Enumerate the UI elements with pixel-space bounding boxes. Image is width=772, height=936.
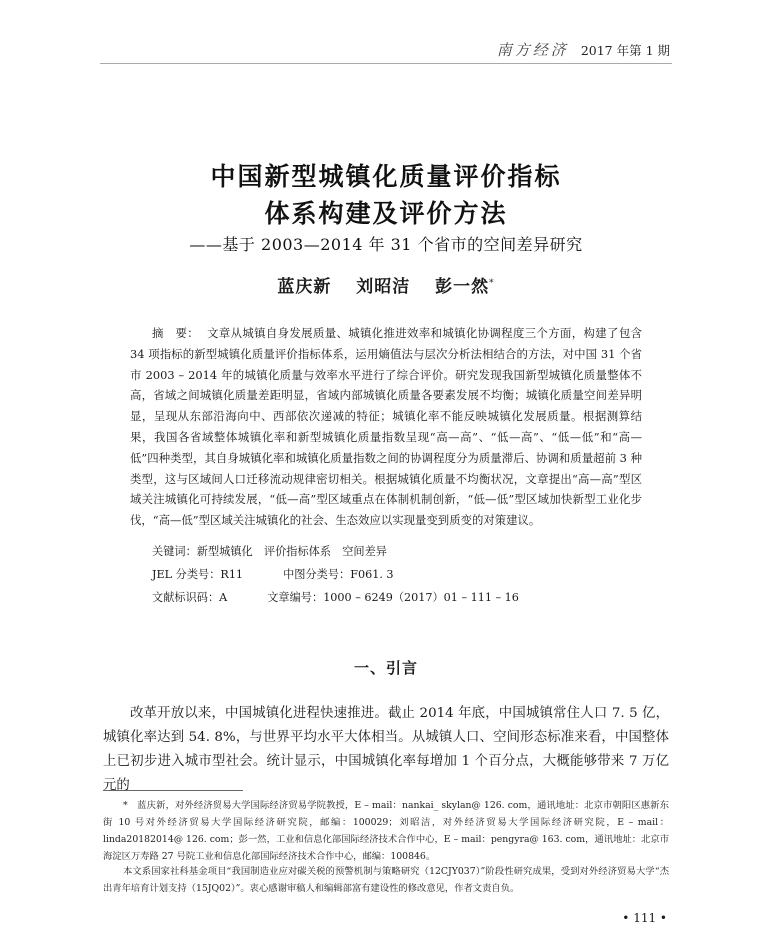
jel-value: R11 <box>220 568 244 581</box>
classification-line <box>152 566 394 582</box>
article-no-value: 1000 – 6249（2017）01 – 111 – 16 <box>323 591 519 604</box>
title-line-2: 体系构建及评价方法 <box>264 199 508 228</box>
clc-value: F061. 3 <box>350 568 394 581</box>
clc-label: 中图分类号： <box>283 568 351 581</box>
doc-code-value: A <box>219 591 228 604</box>
author-line <box>0 272 772 297</box>
jel-label: JEL 分类号： <box>152 568 221 581</box>
body-paragraph: 改革开放以来，中国城镇化进程快速推进。截止 2014 年底，中国城镇常住人口 7. 5 亿，城镇化率达到 54. 8%，与世界平均水平大体相当。从城镇人口、空间形态标准来看，中国整体上已初步进入城市型社会。统计显示，中国城镇化率每增加 1 个百分点，大概能够带来 7 万亿元的 <box>103 706 669 793</box>
footnote-funding: 本文系国家社科基金项目“我国制造业应对碳关税的预警机制与策略研究（12CJY037）”阶段性研究成果，受到对外经济贸易大学“杰出青年培育计划支持（15JQ02）”。衷心感谢审稿人和编辑部富有建设性的修改意见，作者文责自负。 <box>103 866 669 894</box>
journal-name: 南方经济 <box>496 41 569 59</box>
author-name: 彭一然* <box>435 277 495 297</box>
page-number: • 111 • <box>622 911 667 925</box>
abstract-text: 文章从城镇自身发展质量、城镇化推进效率和城镇化协调程度三个方面，构建了包含 34 项指标的新型城镇化质量评价指标体系，运用熵值法与层次分析法相结合的方法，对中国 31 个省市 2003 – 2014 年的城镇化质量与效率水平进行了综合评价。研究发现我国新型城镇化质量整体不高，省域之间城镇化质量差距明显，省域内部城镇化质量各要素发展不均衡；城镇化质量空间差异明显，呈现从东部沿海向中、西部依次递减的特征；城镇化率不能反映城镇化发展质量。根据测算结果，我国各省域整体城镇化率和新型城镇化质量指数呈现“高—高”、“低—高”、“低—低”和“高—低”四种类型，其自身城镇化率和城镇化质量指数之间的协调程度分为质量滞后、协调和质量超前 3 种类型，这与区域间人口迁移流动规律密切相关。根据城镇化质量不均衡状况，文章提出“高—高”型区域关注城镇化可持续发展，“低—高”型区域重点在体制机制创新，“低—低”型区域加快新型工业化步伐，“高—低”型区域关注城镇化的社会、生态效应以实现量变到质变的对策建议。 <box>130 326 642 528</box>
keywords-label: 关键词： <box>152 545 197 558</box>
footnote-rule <box>103 790 243 791</box>
document-code-line <box>152 589 519 605</box>
author-name: 刘昭洁 <box>356 277 411 297</box>
subtitle: ——基于 2003—2014 年 31 个省市的空间差异研究 <box>189 235 583 254</box>
running-header <box>497 39 670 60</box>
doc-code-label: 文献标识码： <box>152 591 220 604</box>
author-footnote-mark: * <box>489 278 495 289</box>
footnote-author-info: * 蓝庆新，对外经济贸易大学国际经济贸易学院教授，E – mail：nankai_ skylan@ 126. com，通讯地址：北京市朝阳区惠新东街 10 号对外经济贸易大学国际经济研究院，邮编：100029；刘昭洁，对外经济贸易大学国际经济研究院，E – mail：linda20182014@ 126. com；彭一然，工业和信息化部国际经济技术合作中心，E – mail：pengyra@ 163. com，通讯地址：北京市海淀区万寿路 27 号院工业和信息化部国际经济技术合作中心，邮编：100846。 <box>103 800 669 862</box>
title-line-1: 中国新型城镇化质量评价指标 <box>210 162 562 191</box>
keywords-text: 新型城镇化 评价指标体系 空间差异 <box>196 545 387 558</box>
article-no-label: 文章编号： <box>267 591 324 604</box>
section-heading: 一、引言 <box>353 659 418 677</box>
header-rule <box>100 63 672 64</box>
abstract <box>130 323 642 531</box>
author-name: 蓝庆新 <box>277 277 332 297</box>
abstract-label: 摘 要： <box>152 326 200 340</box>
issue-label: 2017 年第 1 期 <box>580 42 670 58</box>
keywords <box>152 543 387 559</box>
